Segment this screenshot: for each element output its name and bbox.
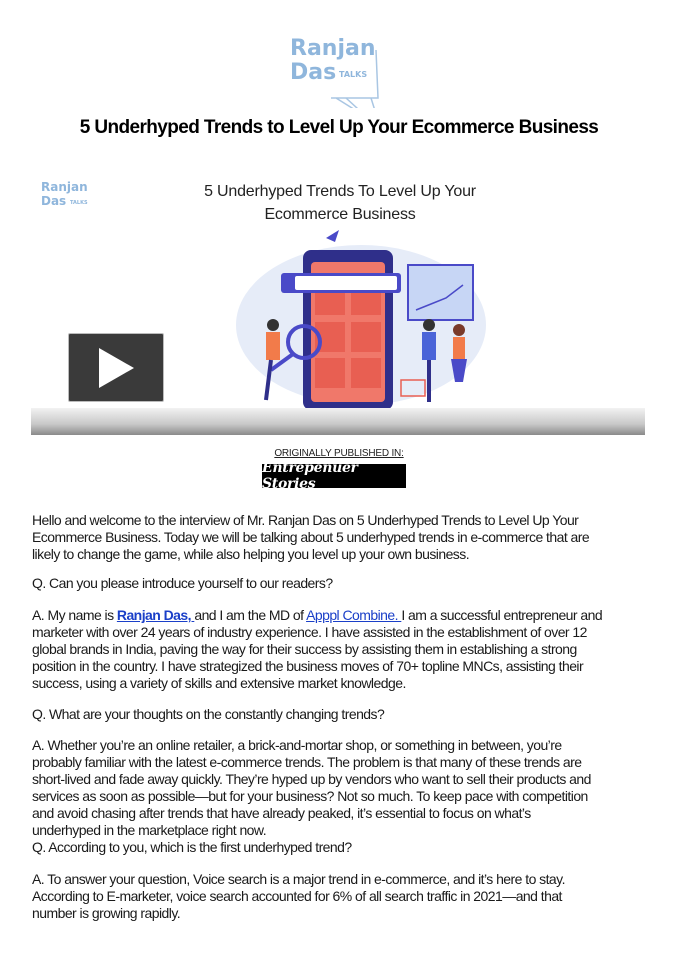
- answer-2: [32, 737, 591, 839]
- video-progress-bar[interactable]: [31, 408, 645, 435]
- intro-paragraph: [32, 512, 589, 563]
- logo-line2: Das: [290, 60, 337, 85]
- answer-line: services as soon as possible—but for your business? Not so much. To keep pace with competition: [32, 788, 588, 804]
- answer-text: and I am the MD of: [194, 607, 307, 623]
- ranjan-das-link[interactable]: Ranjan Das,: [116, 607, 195, 623]
- answer-line: According to E-marketer, voice search accounted for 6% of all search traffic in 2021—and that: [32, 888, 562, 904]
- question-3: Q. According to you, which is the first underhyped trend?: [32, 839, 352, 855]
- answer-line: position in the country. I have strategized the business moves of 70+ topline MNCs, assisting their: [32, 658, 584, 674]
- play-button[interactable]: [68, 333, 164, 402]
- answer-line: short-lived and fade away quickly. They’re hyped up by vendors who want to sell their products and: [32, 771, 591, 787]
- answer-1: [32, 607, 602, 692]
- slide-title: [180, 180, 500, 226]
- slide-logo-line1: Ranjan: [41, 180, 88, 194]
- answer-3: [32, 871, 565, 922]
- answer-1-first-line: [32, 607, 602, 624]
- answer-line: A. To answer your question, Voice search is a major trend in e-commerce, and it’s here to stay.: [32, 871, 565, 887]
- slide-title-line1: 5 Underhyped Trends To Level Up Your: [204, 183, 476, 200]
- slide-logo: [41, 177, 101, 227]
- answer-line: marketer with over 24 years of industry experience. I have assisted in the establishment of over 12: [32, 624, 587, 640]
- slide-logo-line2: Das: [41, 194, 67, 208]
- intro-line: Ecommerce Business. Today we will be talking about 5 underhyped trends in e-commerce that are: [32, 529, 590, 545]
- play-icon: [96, 346, 136, 390]
- intro-line: likely to change the game, while also helping you level up your own business.: [32, 546, 470, 562]
- answer-line: success, using a variety of skills and extensive market knowledge.: [32, 675, 406, 691]
- question-2: Q. What are your thoughts on the constantly changing trends?: [32, 706, 385, 722]
- slide-logo-tag: TALKS: [70, 200, 88, 206]
- ranjan-das-talks-logo: [286, 28, 391, 108]
- answer-text: I am a successful entrepreneur and: [401, 607, 603, 623]
- intro-line: Hello and welcome to the interview of Mr. Ranjan Das on 5 Underhyped Trends to Level Up Your: [32, 512, 579, 528]
- answer-line: probably familiar with the latest e-commerce trends. The problem is that many of these trends are: [32, 754, 582, 770]
- answer-line: and avoid chasing after trends that have already peaked, it’s essential to focus on what’s: [32, 805, 531, 821]
- apppl-combine-link[interactable]: Apppl Combine.: [306, 607, 402, 623]
- ecommerce-illustration: [211, 230, 511, 410]
- question-1: Q. Can you please introduce yourself to our readers?: [32, 575, 333, 591]
- answer-text: A. My name is: [32, 607, 117, 623]
- answer-line: underhyped in the marketplace right now.: [32, 822, 267, 838]
- publication-logo[interactable]: Entrepenuer Stories: [262, 464, 406, 488]
- slide-title-line2: Ecommerce Business: [264, 206, 416, 223]
- originally-published-label: ORIGINALLY PUBLISHED IN:: [274, 448, 404, 459]
- answer-line: number is growing rapidly.: [32, 905, 181, 921]
- logo-tag: TALKS: [339, 70, 368, 79]
- answer-line: A. Whether you’re an online retailer, a brick-and-mortar shop, or something in between, you’re: [32, 737, 562, 753]
- page-title: 5 Underhyped Trends to Level Up Your Ecommerce Business: [79, 117, 599, 138]
- answer-line: global brands in India, paving the way for their success by assisting them in establishing a strong: [32, 641, 577, 657]
- logo-line1: Ranjan: [290, 36, 376, 61]
